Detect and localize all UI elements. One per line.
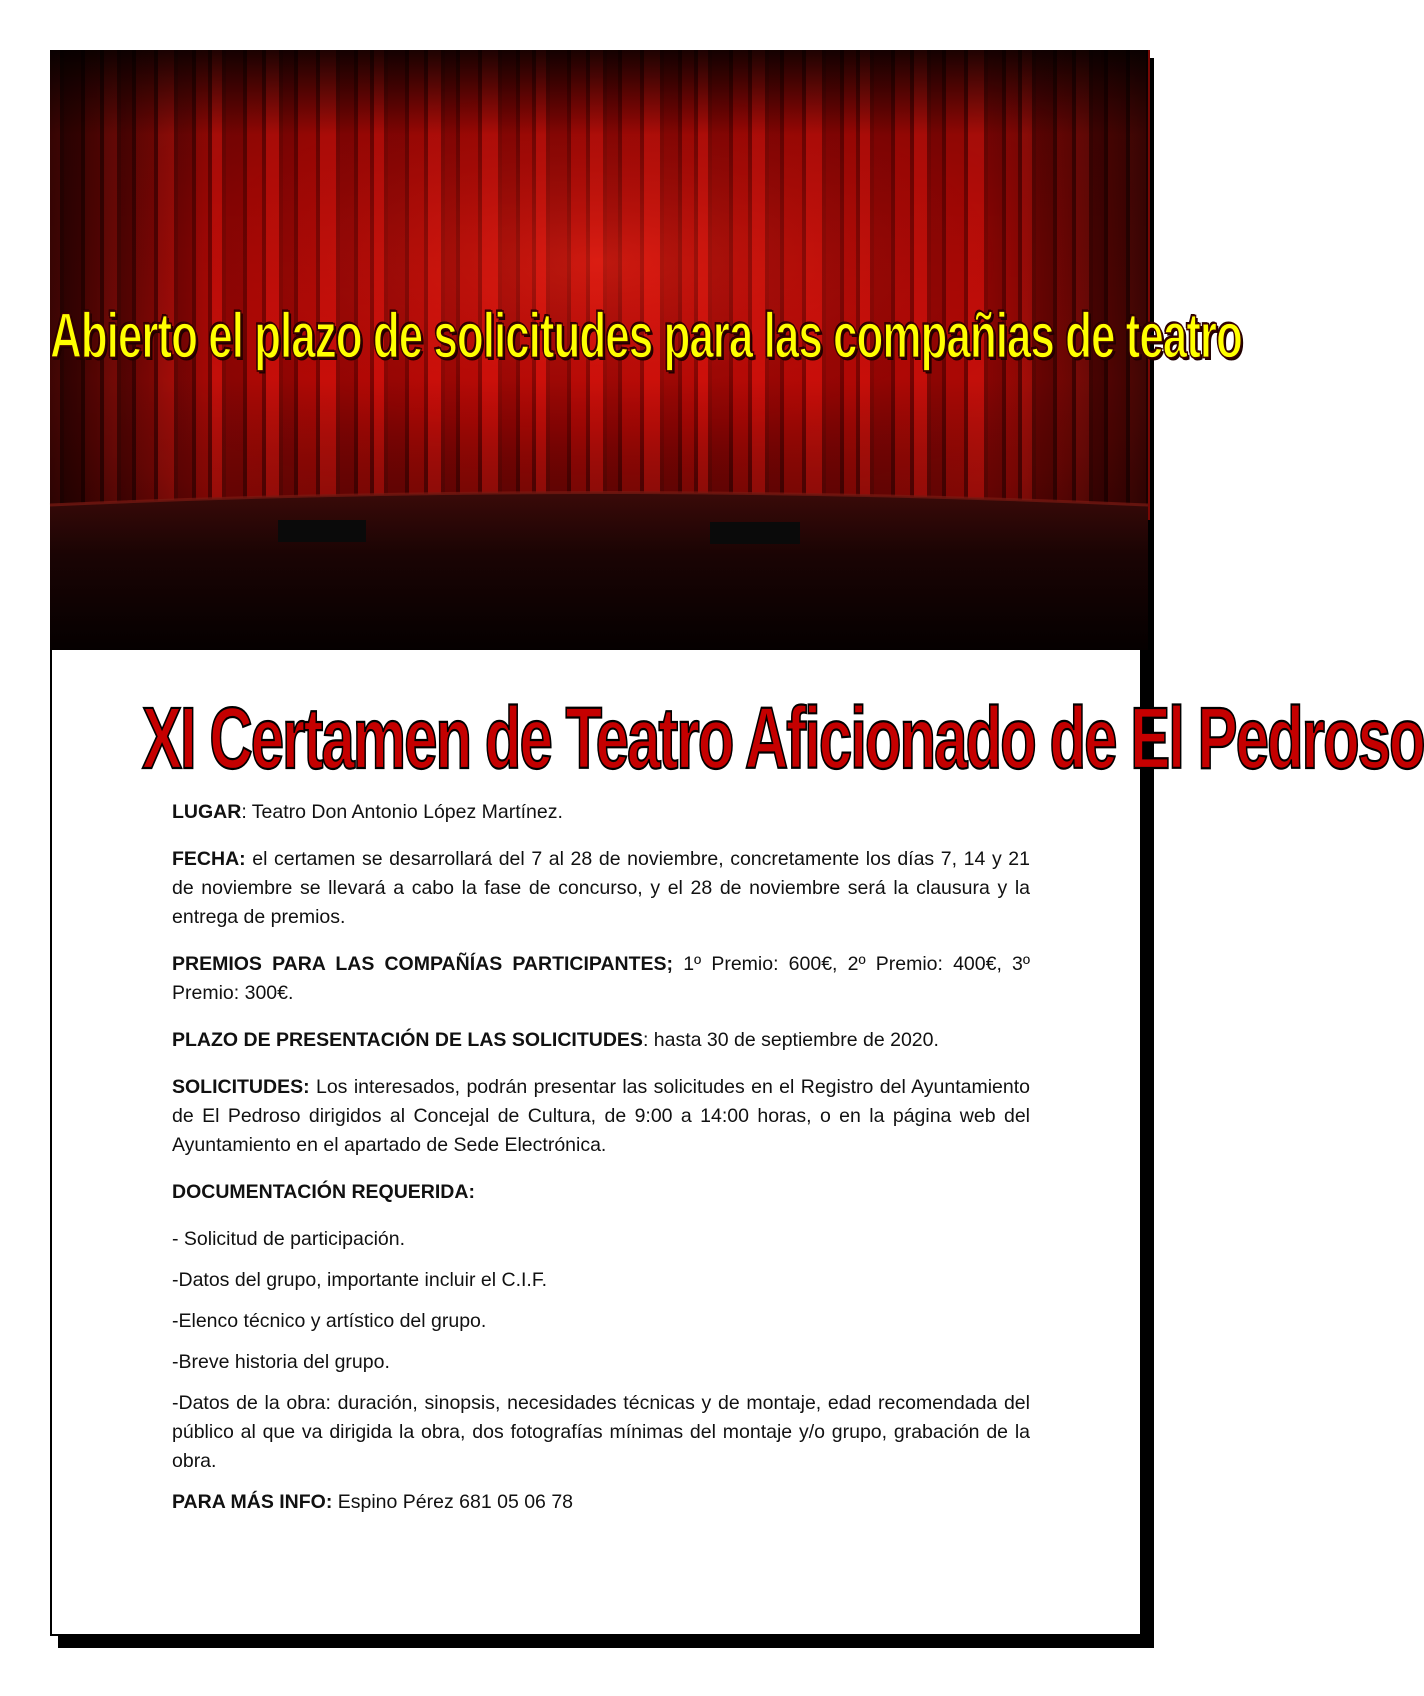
doc-item: -Elenco técnico y artístico del grupo. <box>172 1310 487 1332</box>
stage-monitor-left <box>278 520 366 542</box>
premios-label: PREMIOS PARA LAS COMPAÑÍAS PARTICIPANTES; <box>172 953 674 975</box>
plazo-label: PLAZO DE PRESENTACIÓN DE LAS SOLICITUDES <box>172 1029 643 1051</box>
banner-title: Abierto el plazo de solicitudes para las compañias de teatro <box>50 300 1242 372</box>
doc-item: -Breve historia del grupo. <box>172 1351 390 1373</box>
info-paragraph <box>172 1488 1030 1517</box>
doc-item: -Datos del grupo, importante incluir el C.I.F. <box>172 1269 547 1291</box>
lugar-label: LUGAR <box>172 801 242 823</box>
fecha-paragraph <box>172 845 1030 932</box>
info-text: Espino Pérez 681 05 06 78 <box>332 1491 574 1513</box>
lugar-text: : Teatro Don Antonio López Martínez. <box>241 801 563 823</box>
documentacion-label: DOCUMENTACIÓN REQUERIDA: <box>172 1181 475 1203</box>
solicitudes-label: SOLICITUDES: <box>172 1076 310 1098</box>
premios-paragraph <box>172 950 1030 1008</box>
plazo-paragraph <box>172 1026 1030 1055</box>
solicitudes-paragraph <box>172 1073 1030 1160</box>
doc-item: -Datos de la obra: duración, sinopsis, necesidades técnicas y de montaje, edad recomendada del público al que va dirigida la obra, dos fotografías mínimas del montaje y/o grupo, grabación de la obra. <box>172 1392 1030 1472</box>
solicitudes-text: Los interesados, podrán presentar las solicitudes en el Registro del Ayuntamiento de El Pedroso dirigidos al Concejal de Cultura, de 9:00 a 14:00 horas, o en la página web del Ayuntamiento en el apartado de Sede Electrónica. <box>172 1076 1030 1156</box>
lugar-paragraph <box>172 798 1030 827</box>
stage-floor <box>50 493 1148 651</box>
stage-monitor-right <box>710 522 800 544</box>
fecha-text: el certamen se desarrollará del 7 al 28 de noviembre, concretamente los días 7, 14 y 21 de noviembre se llevará a cabo la fase de concurso, y el 28 de noviembre será la clausura y la entrega de premios. <box>172 848 1030 928</box>
poster-title: XI Certamen de Teatro Aficionado de El Pedroso <box>142 689 1424 787</box>
doc-item: - Solicitud de participación. <box>172 1228 406 1250</box>
poster-body <box>172 798 1030 1535</box>
premios-text: 1º Premio: 600€, 2º Premio: 400€, 3º Premio: 300€. <box>172 953 1030 1004</box>
fecha-label: FECHA: <box>172 848 246 870</box>
info-label: PARA MÁS INFO: <box>172 1491 333 1513</box>
documentacion-heading <box>172 1178 1030 1207</box>
plazo-text: : hasta 30 de septiembre de 2020. <box>642 1029 939 1051</box>
theater-curtain-banner <box>50 50 1242 650</box>
